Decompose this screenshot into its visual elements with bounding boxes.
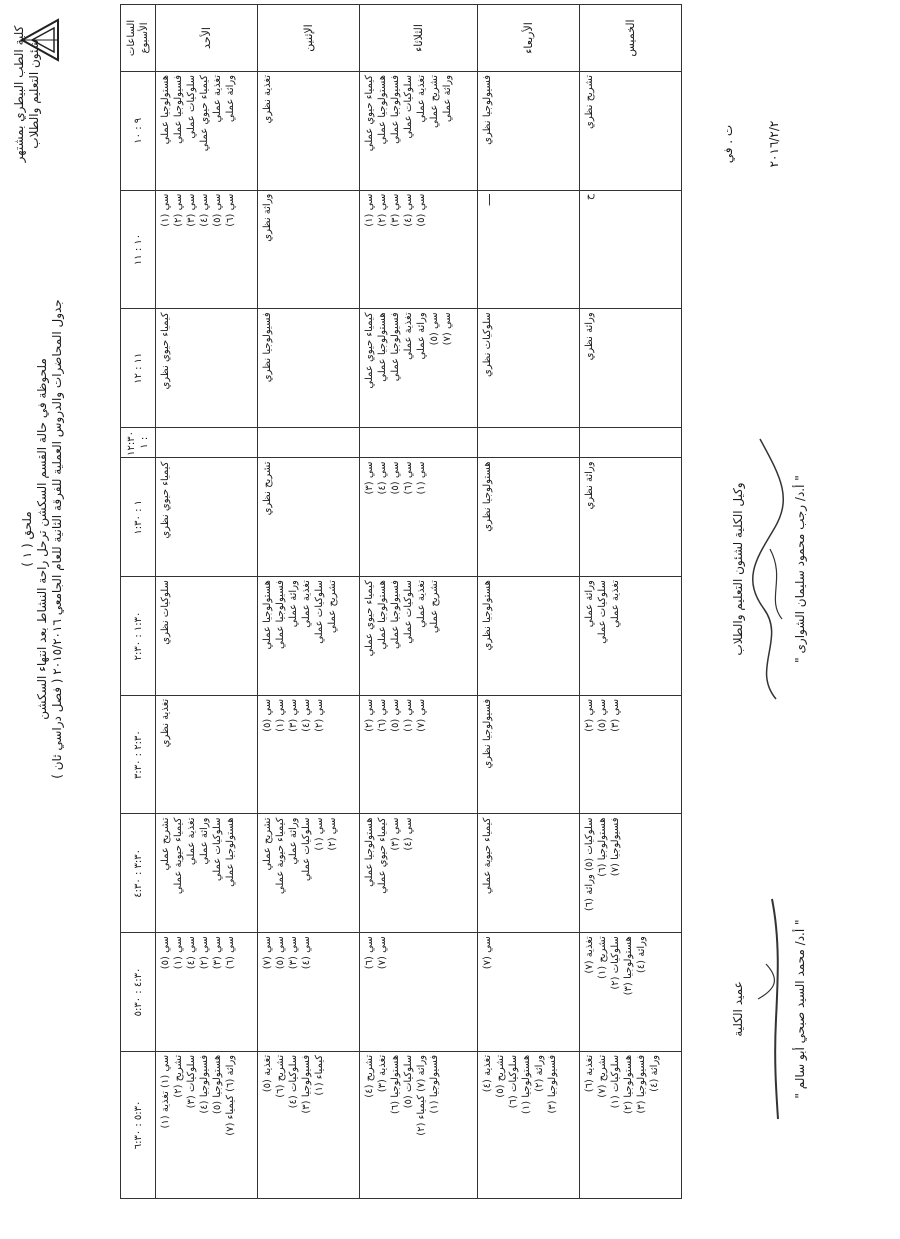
cell-entry: وراثة عملي: [288, 817, 300, 865]
cell-entry: سلوكيات (٢): [609, 936, 621, 990]
cell-entry: سي (٣): [288, 936, 300, 970]
signature-area: [700, 19, 890, 1179]
cell-entry: فسيولوجيا نظري: [481, 74, 493, 145]
cell-entry: سلوكيات (٥) وراثة (٦): [583, 817, 595, 912]
cell-entry: فسيولوجيا عملي: [390, 74, 402, 144]
vice-dean-title: وكيل الكلية لشئون التعليم والطلاب: [731, 482, 745, 656]
dean-title: عميد الكلية: [731, 981, 745, 1037]
cell-entry: هستولوجيا (٢): [622, 1054, 634, 1115]
cell-entry: سي (٥): [390, 461, 402, 495]
schedule-cell: [477, 695, 579, 814]
schedule-cell: [477, 190, 579, 309]
schedule-cell: [258, 695, 360, 814]
cell-entry: هستولوجيا نظري: [481, 580, 493, 651]
schedule-cell: [579, 577, 681, 696]
day-name: الثلاثاء: [360, 5, 478, 72]
cell-entry: سي (٧): [481, 936, 493, 970]
cell-entry: كيمياء حيوي عملي: [199, 74, 210, 152]
cell-entry: سي (٥): [160, 936, 171, 970]
cell-entry: سي (٦): [403, 461, 415, 495]
cell-entry: كيمياء حيوي عملي: [364, 74, 376, 152]
cell-entry: تشريح عملي: [429, 580, 441, 634]
schedule-cell: [579, 933, 681, 1052]
cell-entry: سلوكيات عملي: [403, 74, 415, 139]
cell-entry: سي (٤): [301, 936, 313, 970]
handwritten-signature-icon: [746, 409, 792, 729]
cell-entry: سي (٧): [442, 312, 454, 346]
cell-entry: وراثة (٤): [635, 936, 647, 974]
cell-entry: كيمياء حيوية عملي: [275, 817, 287, 895]
cell-entry: كيمياء حيوي عملي: [364, 580, 376, 657]
cell-entry: كيمياء حيوي نظري: [160, 461, 171, 539]
cell-entry: سي (٥): [390, 698, 402, 732]
schedule-cell: [579, 695, 681, 814]
cell-entry: تشريح عملي: [327, 580, 339, 634]
cell-entry: سي (٦): [225, 193, 236, 227]
cell-entry: سلوكيات عملي: [314, 580, 326, 644]
faculty-header: [12, 19, 42, 169]
cell-entry: تشريح نظري: [262, 461, 274, 516]
cell-entry: فسيولوجيا (٤): [199, 1054, 210, 1114]
cell-entry: تشريح عملي: [160, 817, 171, 871]
cell-entry: تغذية (٦): [583, 1054, 595, 1093]
cell-entry: هستولوجيا عملي: [225, 817, 236, 887]
cell-entry: كيمياء حيوية عملي: [481, 817, 493, 895]
dean-name: " أ.د/ محمد السيد صبحي أبو سالم ": [793, 919, 807, 1099]
cell-entry: كيمياء حيوية عملي: [173, 817, 184, 895]
cell-entry: سي (٢): [377, 193, 389, 227]
schedule-title: جدول المحاضرات والدروس العملية للفرقة الثانية للعام الجامعي ٢٠١٥/٢٠١٦ ( فصل دراسي ثان ): [50, 299, 64, 779]
cell-entry: ــــ: [481, 193, 493, 206]
time-slot-header: ١٠ : ١١: [121, 190, 156, 309]
cell-entry: سي (١): [275, 698, 287, 732]
cell-entry: سي (١): [314, 817, 326, 851]
cell-entry: سي (٣): [288, 698, 300, 732]
schedule-body: [121, 5, 682, 1199]
cell-entry: سي (٤): [377, 461, 389, 495]
header-row: [121, 5, 156, 1199]
schedule-cell: [360, 814, 478, 933]
cell-entry: سي (٤): [403, 817, 415, 851]
vice-dean-signature: [730, 409, 808, 729]
cell-entry: سي (٤): [186, 936, 197, 970]
schedule-cell: [156, 933, 258, 1052]
faculty-name: كلية الطب البيطري بمشتهر: [12, 25, 26, 163]
cell-entry: هستولوجيا (٣): [622, 936, 634, 996]
cell-entry: وراثة (٦) كيمياء (٧): [225, 1054, 236, 1136]
cell-entry: تشريح عملي: [262, 817, 274, 871]
schedule-cell: [156, 71, 258, 190]
schedule-table: [120, 4, 682, 1199]
schedule-cell: [258, 458, 360, 577]
cell-entry: سي (٢): [364, 698, 376, 732]
schedule-cell: [579, 428, 681, 458]
cell-entry: سي (١) تغذية (١): [160, 1054, 171, 1129]
cell-entry: سلوكيات عملي: [596, 580, 608, 644]
cell-entry: وراثة (٢): [533, 1054, 545, 1092]
schedule-cell: [156, 1051, 258, 1198]
cell-entry: سلوكيات (٦): [507, 1054, 519, 1109]
day-row: [156, 5, 258, 1199]
cell-entry: سي (٣): [186, 193, 197, 227]
cell-entry: تغذية (٧): [583, 936, 595, 974]
cell-entry: سي (٤): [403, 193, 415, 227]
schedule-cell: [156, 458, 258, 577]
cell-entry: سلوكيات (٣): [186, 1054, 197, 1109]
schedule-cell: [477, 814, 579, 933]
cell-entry: سلوكيات نظري: [481, 312, 493, 377]
cell-entry: سلوكيات عملي: [403, 580, 415, 644]
schedule-cell: [360, 458, 478, 577]
cell-entry: تغذية عملي: [186, 817, 197, 866]
cell-entry: تشريح (٢): [173, 1054, 184, 1098]
cell-entry: فسيولوجيا (٧): [609, 817, 621, 877]
cell-entry: هستولوجيا عملي: [377, 580, 389, 650]
cell-entry: سي (١): [173, 936, 184, 970]
schedule-cell: [156, 695, 258, 814]
schedule-cell: [156, 309, 258, 428]
cell-entry: ح: [583, 193, 595, 201]
schedule-cell: [360, 428, 478, 458]
schedule-cell: [477, 71, 579, 190]
schedule-cell: [477, 577, 579, 696]
schedule-cell: [579, 1051, 681, 1198]
time-slot-header: ٩ : ١٠: [121, 71, 156, 190]
cell-entry: كيمياء حيوي عملي: [364, 312, 376, 389]
cell-entry: سي (١): [160, 193, 171, 227]
cell-entry: سلوكيات عملي: [212, 817, 223, 882]
cell-entry: تغذية عملي: [416, 74, 428, 123]
schedule-cell: [258, 1051, 360, 1198]
cell-entry: سي (٥): [429, 312, 441, 346]
schedule-cell: [579, 309, 681, 428]
schedule-cell: [156, 577, 258, 696]
cell-entry: هستولوجيا (١): [520, 1054, 532, 1115]
cell-entry: تغذية عملي: [403, 312, 415, 360]
schedule-cell: [579, 458, 681, 577]
cell-entry: كيمياء حيوي عملي: [377, 817, 389, 894]
date-label: ت . في: [721, 124, 735, 164]
cell-entry: سي (٢): [314, 698, 326, 732]
schedule-cell: [477, 309, 579, 428]
cell-entry: سي (٣): [212, 936, 223, 970]
cell-entry: تشريح (١): [596, 936, 608, 980]
cell-entry: سي (٣): [609, 698, 621, 732]
cell-entry: سي (٧): [262, 936, 274, 970]
cell-entry: وراثة عملي: [199, 817, 210, 865]
time-slot-header: ٥:٣٠ : ٦:٣٠: [121, 1051, 156, 1198]
cell-entry: هستولوجيا نظري: [481, 461, 493, 532]
cell-entry: تغذية عملي: [416, 580, 428, 628]
cell-entry: سي (٣): [390, 817, 402, 851]
cell-entry: هستولوجيا (٦): [390, 1054, 402, 1115]
cell-entry: تشريح (٥): [494, 1054, 506, 1098]
schedule-cell: [258, 814, 360, 933]
cell-entry: سي (٧): [416, 698, 428, 732]
schedule-cell: [156, 814, 258, 933]
cell-entry: وراثة عملي: [583, 580, 595, 628]
cell-entry: سلوكيات (٥): [403, 1054, 415, 1109]
attachment-label: ملحق ( ١ ): [20, 511, 34, 567]
day-row: [258, 5, 360, 1199]
cell-entry: فسيولوجيا عملي: [390, 580, 402, 650]
cell-entry: تغذية نظري: [160, 698, 171, 748]
cell-entry: تشريح (٦): [275, 1054, 287, 1098]
schedule-cell: [579, 190, 681, 309]
cell-entry: هستولوجيا عملي: [364, 817, 376, 887]
schedule-cell: [360, 933, 478, 1052]
cell-entry: سي (٣): [390, 193, 402, 227]
cell-entry: سي (١): [364, 193, 376, 227]
cell-entry: فسيولوجيا (٣): [635, 1054, 647, 1114]
cell-entry: سي (٥): [596, 698, 608, 732]
cell-entry: سي (٤): [199, 193, 210, 227]
cell-entry: سي (١): [403, 698, 415, 732]
cell-entry: تشريح (٧): [596, 1054, 608, 1098]
day-name: الإثنين: [258, 5, 360, 72]
cell-entry: وراثة نظري: [583, 461, 595, 510]
day-row: [477, 5, 579, 1199]
cell-entry: وراثة عملي: [288, 580, 300, 628]
cell-entry: كيمياء حيوي نظري: [160, 312, 171, 390]
cell-entry: سي (٢): [583, 698, 595, 732]
cell-entry: فسيولوجيا عملي: [275, 580, 287, 650]
cell-entry: تغذية عملي: [609, 580, 621, 628]
schedule-cell: [360, 577, 478, 696]
cell-entry: وراثة (٧) كيمياء (٢): [416, 1054, 428, 1136]
time-slot-header: ٣:٣٠ : ٤:٣٠: [121, 814, 156, 933]
time-slot-header: ٤:٣٠ : ٥:٣٠: [121, 933, 156, 1052]
time-slot-header: ١:٣٠ : ٢:٣٠: [121, 577, 156, 696]
time-slot-header: ٢:٣٠ : ٣:٣٠: [121, 695, 156, 814]
cell-entry: سي (٦): [225, 936, 236, 970]
note-line: ملحوظة في حالة القسم السكشن ترحل راحة النشاط بعد انتهاء السكشن: [35, 358, 49, 720]
corner-cell: الساعات الأسبوع: [121, 5, 156, 72]
schedule-cell: [258, 933, 360, 1052]
cell-entry: تغذية عملي: [212, 74, 223, 123]
cell-entry: وراثة عملي: [225, 74, 236, 123]
date-block: [720, 29, 782, 259]
schedule-cell: [360, 1051, 478, 1198]
cell-entry: سي (١): [416, 461, 428, 495]
cell-entry: كيمياء (١): [314, 1054, 326, 1096]
cell-entry: هستولوجيا عملي: [160, 74, 171, 145]
cell-entry: وراثة عملي: [442, 74, 454, 123]
schedule-cell: [579, 71, 681, 190]
schedule-cell: [477, 933, 579, 1052]
schedule-cell: [156, 428, 258, 458]
cell-entry: وراثة نظري: [583, 312, 595, 361]
schedule-cell: [360, 695, 478, 814]
cell-entry: سي (٣): [364, 461, 376, 495]
schedule-cell: [360, 309, 478, 428]
time-slot-header: ١٢:٣٠ : ١: [121, 428, 156, 458]
cell-entry: سلوكيات عملي: [301, 817, 313, 882]
date-value: ٢٠١٦/٢/٢: [767, 120, 781, 168]
handwritten-signature-icon: [746, 879, 792, 1139]
day-name: الأحد: [156, 5, 258, 72]
cell-entry: سلوكيات عملي: [186, 74, 197, 139]
cell-entry: هستولوجيا عملي: [377, 74, 389, 145]
cell-entry: فسيولوجيا (٣): [301, 1054, 313, 1114]
cell-entry: تغذية عملي: [301, 580, 313, 628]
cell-entry: وراثة عملي: [416, 312, 428, 360]
cell-entry: سي (٦): [364, 936, 376, 970]
schedule-cell: [360, 190, 478, 309]
cell-entry: تغذية نظري: [262, 74, 274, 124]
schedule-cell: [477, 428, 579, 458]
cell-entry: سلوكيات (١): [609, 1054, 621, 1109]
day-row: [360, 5, 478, 1199]
cell-entry: تغذية (٤): [481, 1054, 493, 1093]
schedule-cell: [156, 190, 258, 309]
day-name: الأربعاء: [477, 5, 579, 72]
schedule-cell: [360, 71, 478, 190]
schedule-cell: [477, 458, 579, 577]
cell-entry: تشريح نظري: [583, 74, 595, 129]
cell-entry: تغذية (٥): [262, 1054, 274, 1093]
cell-entry: سي (٧): [377, 936, 389, 970]
cell-entry: سلوكيات (٤): [288, 1054, 300, 1109]
cell-entry: فسيولوجيا (١): [429, 1054, 441, 1114]
schedule-cell: [579, 814, 681, 933]
time-slot-header: ١١ : ١٢: [121, 309, 156, 428]
day-row: [579, 5, 681, 1199]
schedule-cell: [258, 428, 360, 458]
cell-entry: سي (٤): [301, 698, 313, 732]
faculty-department: شئون التعليم والطلاب: [27, 39, 41, 149]
cell-entry: فسيولوجيا نظري: [481, 698, 493, 769]
cell-entry: تشريح (٤): [364, 1054, 376, 1098]
cell-entry: هستولوجيا (٥): [212, 1054, 223, 1115]
cell-entry: فسيولوجيا نظري: [262, 312, 274, 383]
cell-entry: وراثة نظري: [262, 193, 274, 242]
schedule-cell: [258, 577, 360, 696]
cell-entry: فسيولوجيا عملي: [390, 312, 402, 382]
cell-entry: سي (٥): [212, 193, 223, 227]
cell-entry: فسيولوجيا عملي: [173, 74, 184, 144]
cell-entry: وراثة (٤): [648, 1054, 660, 1092]
cell-entry: تغذية (٣): [377, 1054, 389, 1093]
cell-entry: هستولوجيا (٦): [596, 817, 608, 877]
schedule-cell: [258, 309, 360, 428]
title-block: [20, 219, 65, 859]
schedule-cell: [258, 71, 360, 190]
vice-dean-name: " أ.د/ رجب محمود سليمان الشوارى ": [793, 475, 807, 663]
cell-entry: سلوكيات نظري: [160, 580, 171, 645]
cell-entry: سي (٢): [173, 193, 184, 227]
time-slot-header: ١ : ١:٣٠: [121, 458, 156, 577]
cell-entry: تشريح عملي: [429, 74, 441, 128]
cell-entry: سي (٢): [199, 936, 210, 970]
cell-entry: سي (٥): [416, 193, 428, 227]
cell-entry: هستولوجيا عملي: [262, 580, 274, 650]
cell-entry: فسيولوجيا (٣): [546, 1054, 558, 1114]
cell-entry: سي (٦): [377, 698, 389, 732]
cell-entry: هستولوجيا عملي: [377, 312, 389, 382]
schedule-cell: [477, 1051, 579, 1198]
dean-signature: [730, 879, 808, 1139]
cell-entry: سي (٥): [275, 936, 287, 970]
day-name: الخميس: [579, 5, 681, 72]
cell-entry: سي (٢): [327, 817, 339, 851]
cell-entry: سي (٥): [262, 698, 274, 732]
schedule-cell: [258, 190, 360, 309]
